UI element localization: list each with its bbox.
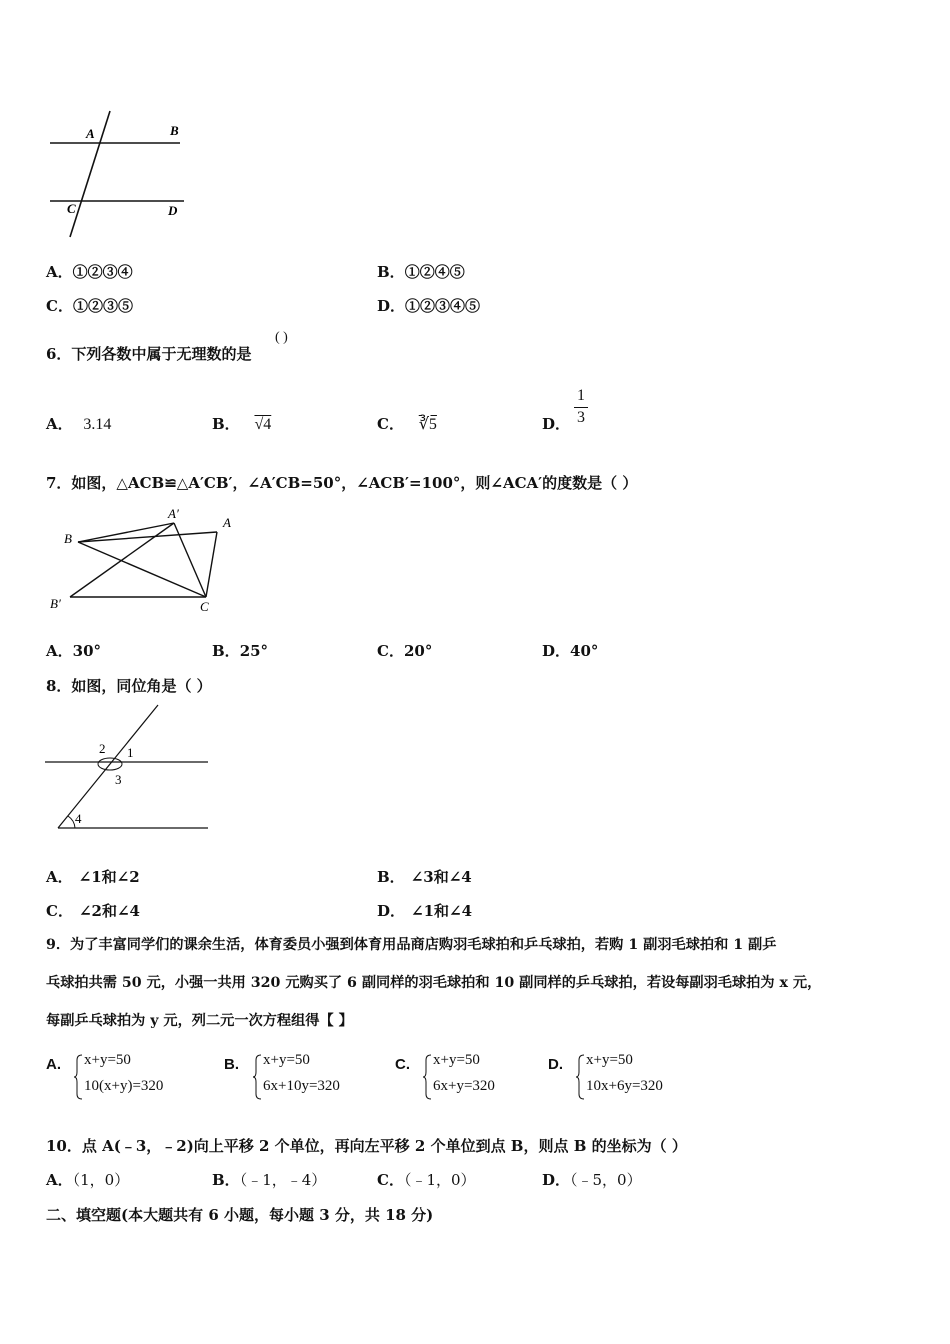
equation-2: 6x+y=320 (433, 1078, 495, 1094)
q5-option-c (46, 295, 133, 316)
option-label: B． (212, 642, 240, 660)
option-label: D． (542, 642, 571, 660)
option-text: ∠3和∠4 (410, 868, 472, 886)
option-label: C． (377, 415, 404, 433)
fraction (573, 386, 589, 428)
option-text: 40° (570, 642, 599, 660)
section-2-heading: 二、填空题(本大题共有 6 小题，每小题 3 分，共 18 分) (46, 1206, 434, 1224)
fig8-label-1: 1 (127, 745, 134, 760)
q10-option-b (212, 1169, 326, 1190)
fig8-label-4: 4 (75, 811, 82, 826)
option-label: A． (46, 642, 73, 660)
option-text: ∠2和∠4 (78, 902, 140, 920)
option-label: B． (377, 868, 405, 886)
option-text: （﹣5，0） (570, 1171, 642, 1189)
equation-1: x+y=50 (263, 1052, 310, 1068)
brace-icon (253, 1054, 262, 1100)
fig5-label-a: A (86, 126, 95, 141)
option-label: B． (377, 263, 405, 281)
fig8-label-2: 2 (99, 741, 106, 756)
q5-option-a (46, 261, 133, 282)
equation-2: 10(x+y)=320 (84, 1078, 164, 1094)
q7-option-c (377, 640, 432, 661)
q10-option-c (377, 1169, 476, 1190)
q8-option-a (46, 866, 140, 887)
option-label: C． (377, 1171, 404, 1189)
fig5-label-b: B (170, 123, 179, 138)
option-label: A． (46, 263, 73, 281)
fraction-denominator: 3 (577, 409, 585, 426)
q8-stem: 8．如图，同位角是（ ） (46, 677, 212, 695)
fig5-label-c: C (67, 201, 76, 216)
option-text: ∠1和∠4 (411, 902, 473, 920)
fig5-label-d: D (168, 203, 178, 218)
option-text: ①②④⑤ (404, 263, 465, 281)
corresponding-angles-figure (40, 700, 220, 840)
option-label: B． (212, 1171, 240, 1189)
fig8-label-3: 3 (115, 772, 122, 787)
option-label: C． (46, 902, 73, 920)
q5-option-b (377, 261, 465, 282)
sqrt-expression: √4 (254, 416, 272, 433)
option-label: D． (377, 902, 406, 920)
brace-icon (423, 1054, 432, 1100)
q6-option-a (46, 413, 111, 434)
q8-option-d (377, 900, 472, 921)
equation-1: x+y=50 (433, 1052, 480, 1068)
option-text: ①②③⑤ (72, 297, 133, 315)
fig7-label-a-prime: A′ (168, 506, 179, 521)
option-label: B． (212, 415, 240, 433)
q10-option-d (542, 1169, 642, 1190)
brace-icon (74, 1054, 83, 1100)
brace-icon (576, 1054, 585, 1100)
parallel-lines-figure (40, 105, 200, 245)
option-text: 30° (72, 642, 102, 660)
option-label: A． (46, 415, 73, 433)
q10-option-a (46, 1169, 129, 1190)
option-label: D． (542, 1171, 571, 1189)
option-label: D． (542, 415, 571, 433)
q7-option-a (46, 640, 101, 661)
fraction-numerator: 1 (577, 387, 585, 404)
q8-option-c (46, 900, 140, 921)
option-text: ①②③④⑤ (405, 297, 481, 315)
fig7-label-c: C (200, 599, 209, 614)
q6-stem: 6．下列各数中属于无理数的是 (46, 345, 252, 363)
option-text: （﹣1，0） (403, 1171, 476, 1189)
option-text: ∠1和∠2 (78, 868, 140, 886)
q7-option-d (542, 640, 598, 661)
q6-option-d (542, 413, 570, 434)
option-text: 25° (239, 642, 269, 660)
q9-line-1: 9．为了丰富同学们的课余生活，体育委员小强到体育用品商店购羽毛球拍和乒乓球拍，若购 1 副羽毛球拍和 1 副乒 (46, 937, 777, 953)
option-label: A． (46, 1171, 73, 1189)
q8-option-b (377, 866, 472, 887)
q9-option-c-label: C. (395, 1056, 410, 1073)
fig7-label-a: A (223, 515, 231, 530)
equation-1: x+y=50 (586, 1052, 633, 1068)
option-text: 3.14 (83, 416, 112, 433)
q9-line-3: 每副乒乓球拍为 y 元，列二元一次方程组得【 】 (46, 1013, 353, 1029)
cube-root-expression: ∛5 (418, 416, 437, 433)
congruent-triangles-figure (44, 505, 244, 620)
q9-option-b-label: B. (224, 1056, 239, 1073)
q10-stem: 10．点 A(﹣3，﹣2)向上平移 2 个单位，再向左平移 2 个单位到点 B，则点 B 的坐标为（ ） (46, 1137, 687, 1155)
option-text: 20° (403, 642, 433, 660)
option-text: ①②③④ (72, 263, 133, 281)
equation-1: x+y=50 (84, 1052, 131, 1068)
fig7-label-b: B (64, 531, 72, 546)
fig7-label-b-prime: B′ (50, 596, 61, 611)
option-text: （1，0） (72, 1171, 130, 1189)
equation-2: 10x+6y=320 (586, 1078, 663, 1094)
option-text: （﹣1，﹣4） (239, 1171, 327, 1189)
q6-option-b (212, 413, 271, 434)
q7-option-b (212, 640, 268, 661)
q5-option-d (377, 295, 480, 316)
q9-line-2: 乓球拍共需 50 元，小强一共用 320 元购买了 6 副同样的羽毛球拍和 10 副同样的乒乓球拍，若设每副羽毛球拍为 x 元， (46, 975, 822, 991)
option-label: C． (46, 297, 73, 315)
q9-option-a-label: A. (46, 1056, 61, 1073)
q9-option-d-label: D. (548, 1056, 563, 1073)
q6-answer-paren: ( ) (275, 330, 288, 345)
option-label: A． (46, 868, 73, 886)
option-label: C． (377, 642, 404, 660)
equation-2: 6x+10y=320 (263, 1078, 340, 1094)
option-label: D． (377, 297, 406, 315)
q7-stem: 7．如图，△ACB≌△A′CB′，∠A′CB=50°，∠ACB′=100°，则∠ACA′的度数是（ ） (46, 474, 638, 492)
q6-option-c (377, 413, 437, 434)
